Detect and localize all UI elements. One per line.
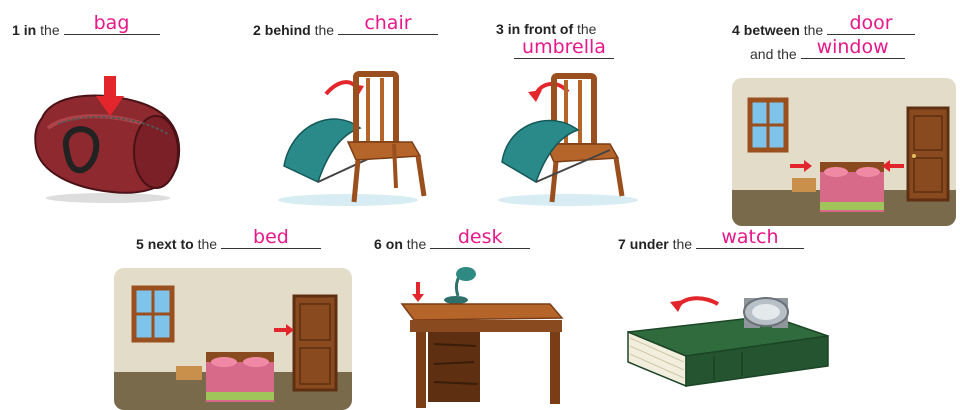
- answer-text: window: [816, 36, 889, 58]
- answer-blank[interactable]: [801, 36, 905, 59]
- exercise-item-2: [253, 12, 438, 39]
- bedroom-scene: [732, 78, 956, 226]
- connector-text: and the: [750, 46, 797, 62]
- answer-blank[interactable]: [64, 12, 160, 35]
- article: the: [672, 236, 693, 252]
- answer-blank[interactable]: [696, 226, 804, 249]
- exercise-item-4-line2: [750, 36, 905, 63]
- answer-text: desk: [457, 226, 503, 248]
- desk-icon: [396, 264, 568, 410]
- answer-blank[interactable]: [514, 36, 614, 59]
- answer-text: bag: [93, 12, 130, 34]
- preposition: in front of: [507, 21, 574, 37]
- umbrella-icon: [284, 119, 360, 182]
- answer-blank[interactable]: [827, 12, 915, 35]
- bag-icon: [28, 72, 188, 204]
- answer-blank[interactable]: [221, 226, 321, 249]
- exercise-item-5: [136, 226, 321, 253]
- item-number: 5: [136, 236, 144, 252]
- preposition: next to: [147, 236, 194, 252]
- item-number: 4: [732, 22, 740, 38]
- answer-text: bed: [253, 226, 289, 248]
- item-number: 6: [374, 236, 382, 252]
- answer-text: door: [849, 12, 893, 34]
- answer-text: watch: [721, 226, 779, 248]
- article: the: [40, 22, 60, 38]
- preposition: on: [385, 236, 403, 252]
- chair-icon: [278, 56, 438, 206]
- exercise-item-6: [374, 226, 530, 253]
- item-number: 7: [618, 236, 626, 252]
- preposition: in: [23, 22, 37, 38]
- item-number: 2: [253, 22, 261, 38]
- article: the: [197, 236, 218, 252]
- article: the: [803, 22, 824, 38]
- answer-text: umbrella: [522, 36, 606, 58]
- exercise-item-7: [618, 226, 804, 253]
- item-number: 1: [12, 22, 20, 38]
- article: the: [314, 22, 335, 38]
- item-number: 3: [496, 21, 504, 37]
- answer-blank[interactable]: [338, 12, 438, 35]
- answer-text: chair: [364, 12, 412, 34]
- exercise-item-1: [12, 12, 160, 39]
- book-icon: [622, 276, 830, 400]
- bedroom-scene: [114, 268, 352, 410]
- preposition: between: [743, 22, 800, 38]
- umbrella-icon: [498, 66, 658, 206]
- exercise-item-3-line2: [514, 36, 614, 63]
- article: the: [577, 21, 597, 37]
- article: the: [406, 236, 427, 252]
- preposition: under: [629, 236, 669, 252]
- preposition: behind: [264, 22, 311, 38]
- answer-blank[interactable]: [430, 226, 530, 249]
